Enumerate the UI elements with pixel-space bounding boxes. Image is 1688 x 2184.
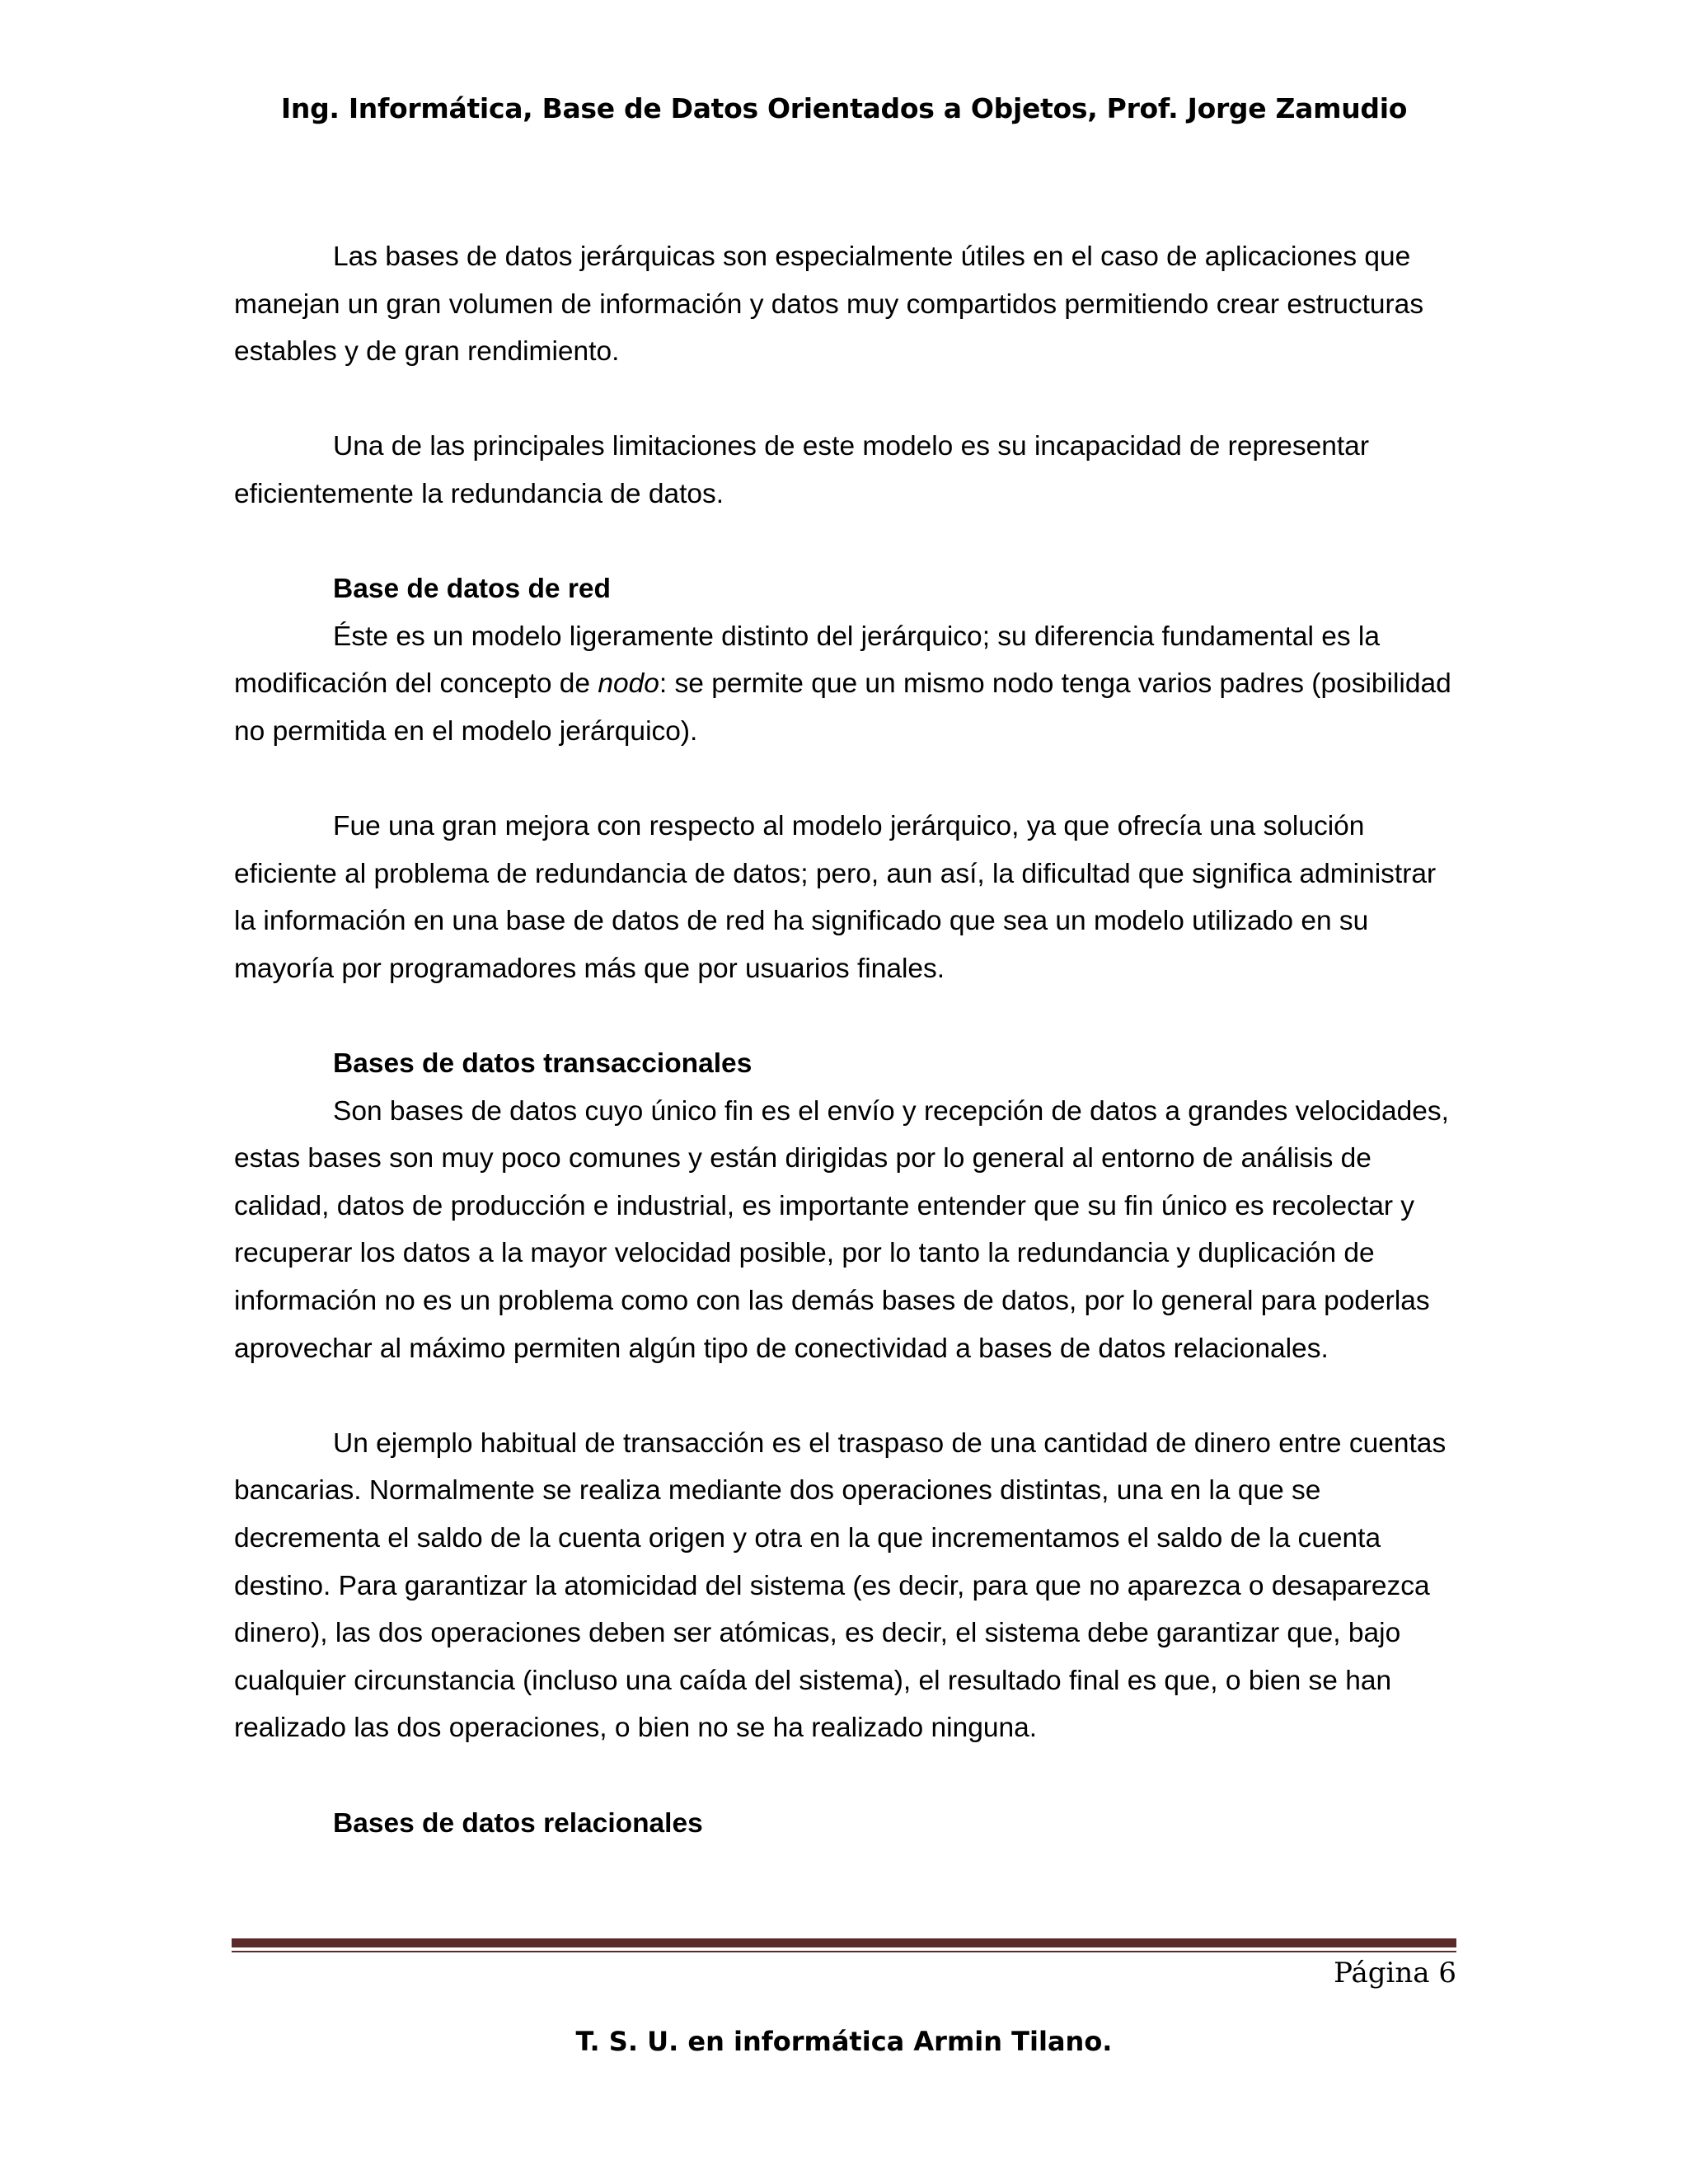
paragraph-network-improvement: Fue una gran mejora con respecto al modelo jerárquico, ya que ofrecía una solución eficiente al problema de redundancia de datos; pero, aun así, la dificultad que significa administrar la información en una base de datos de red ha significado que sea un modelo utilizado en su mayoría por programadores más que por usuarios finales. [234, 811, 1437, 984]
heading-relational-databases: Bases de datos relacionales [333, 1807, 703, 1839]
paragraph-gap [234, 993, 1454, 1041]
paragraph-gap [234, 1372, 1454, 1420]
text-run: : se permite que un mismo nodo tenga varios padres (posibilidad no permitida en el modelo jerárquico). [234, 668, 1451, 747]
paragraph-transactional-description: Son bases de datos cuyo único fin es el envío y recepción de datos a grandes velocidades, estas bases son muy poco comunes y están dirigidas por lo general al entorno de análisis de calidad, datos de producción e industrial, es importante entender que su fin único es recolectar y recuperar los datos a la mayor velocidad posible, por lo tanto la redundancia y duplicación de información no es un problema como con las demás bases de datos, por lo general para poderlas aprovechar al máximo permiten algún tipo de conectividad a bases de datos relacionales. [234, 1095, 1449, 1364]
paragraph-gap [234, 756, 1454, 804]
page-number: Página 6 [1334, 1957, 1456, 1990]
footer-divider-thick [232, 1938, 1456, 1947]
paragraph-hierarchical-limitations: Una de las principales limitaciones de este modelo es su incapacidad de representar eficientemente la redundancia de datos. [234, 431, 1369, 509]
document-body [234, 233, 1454, 1847]
paragraph-network-model [234, 613, 1454, 756]
heading-transactional-databases: Bases de datos transaccionales [333, 1048, 753, 1080]
footer-divider-thin [232, 1951, 1456, 1952]
paragraph-transaction-example: Un ejemplo habitual de transacción es el traspaso de una cantidad de dinero entre cuentas bancarias. Normalmente se realiza mediante dos operaciones distintas, una en la que se decrementa el saldo de la cuenta origen y otra en la que incrementamos el saldo de la cuenta destino. Para garantizar la atomicidad del sistema (es decir, para que no aparezca o desaparezca dinero), las dos operaciones deben ser atómicas, es decir, el sistema debe garantizar que, bajo cualquier circunstancia (incluso una caída del sistema), el resultado final es que, o bien se han realizado las dos operaciones, o bien no se ha realizado ninguna. [234, 1427, 1447, 1744]
paragraph-hierarchical-usefulness: Las bases de datos jerárquicas son especialmente útiles en el caso de aplicaciones que manejan un gran volumen de información y datos muy compartidos permitiendo crear estructuras estables y de gran rendimiento. [234, 241, 1424, 368]
paragraph-gap [234, 518, 1454, 566]
emphasis-nodo: nodo [598, 668, 659, 700]
text-run: Éste es un modelo ligeramente distinto del jerárquico; su diferencia fundamental es la modificación del concepto de [234, 621, 1381, 700]
paragraph-gap [234, 1752, 1454, 1800]
page-header-title: Ing. Informática, Base de Datos Orientados a Objetos, Prof. Jorge Zamudio [280, 92, 1408, 124]
footer-author: T. S. U. en informática Armin Tilano. [575, 2026, 1113, 2057]
paragraph-gap [234, 376, 1454, 424]
heading-network-database: Base de datos de red [333, 574, 611, 605]
